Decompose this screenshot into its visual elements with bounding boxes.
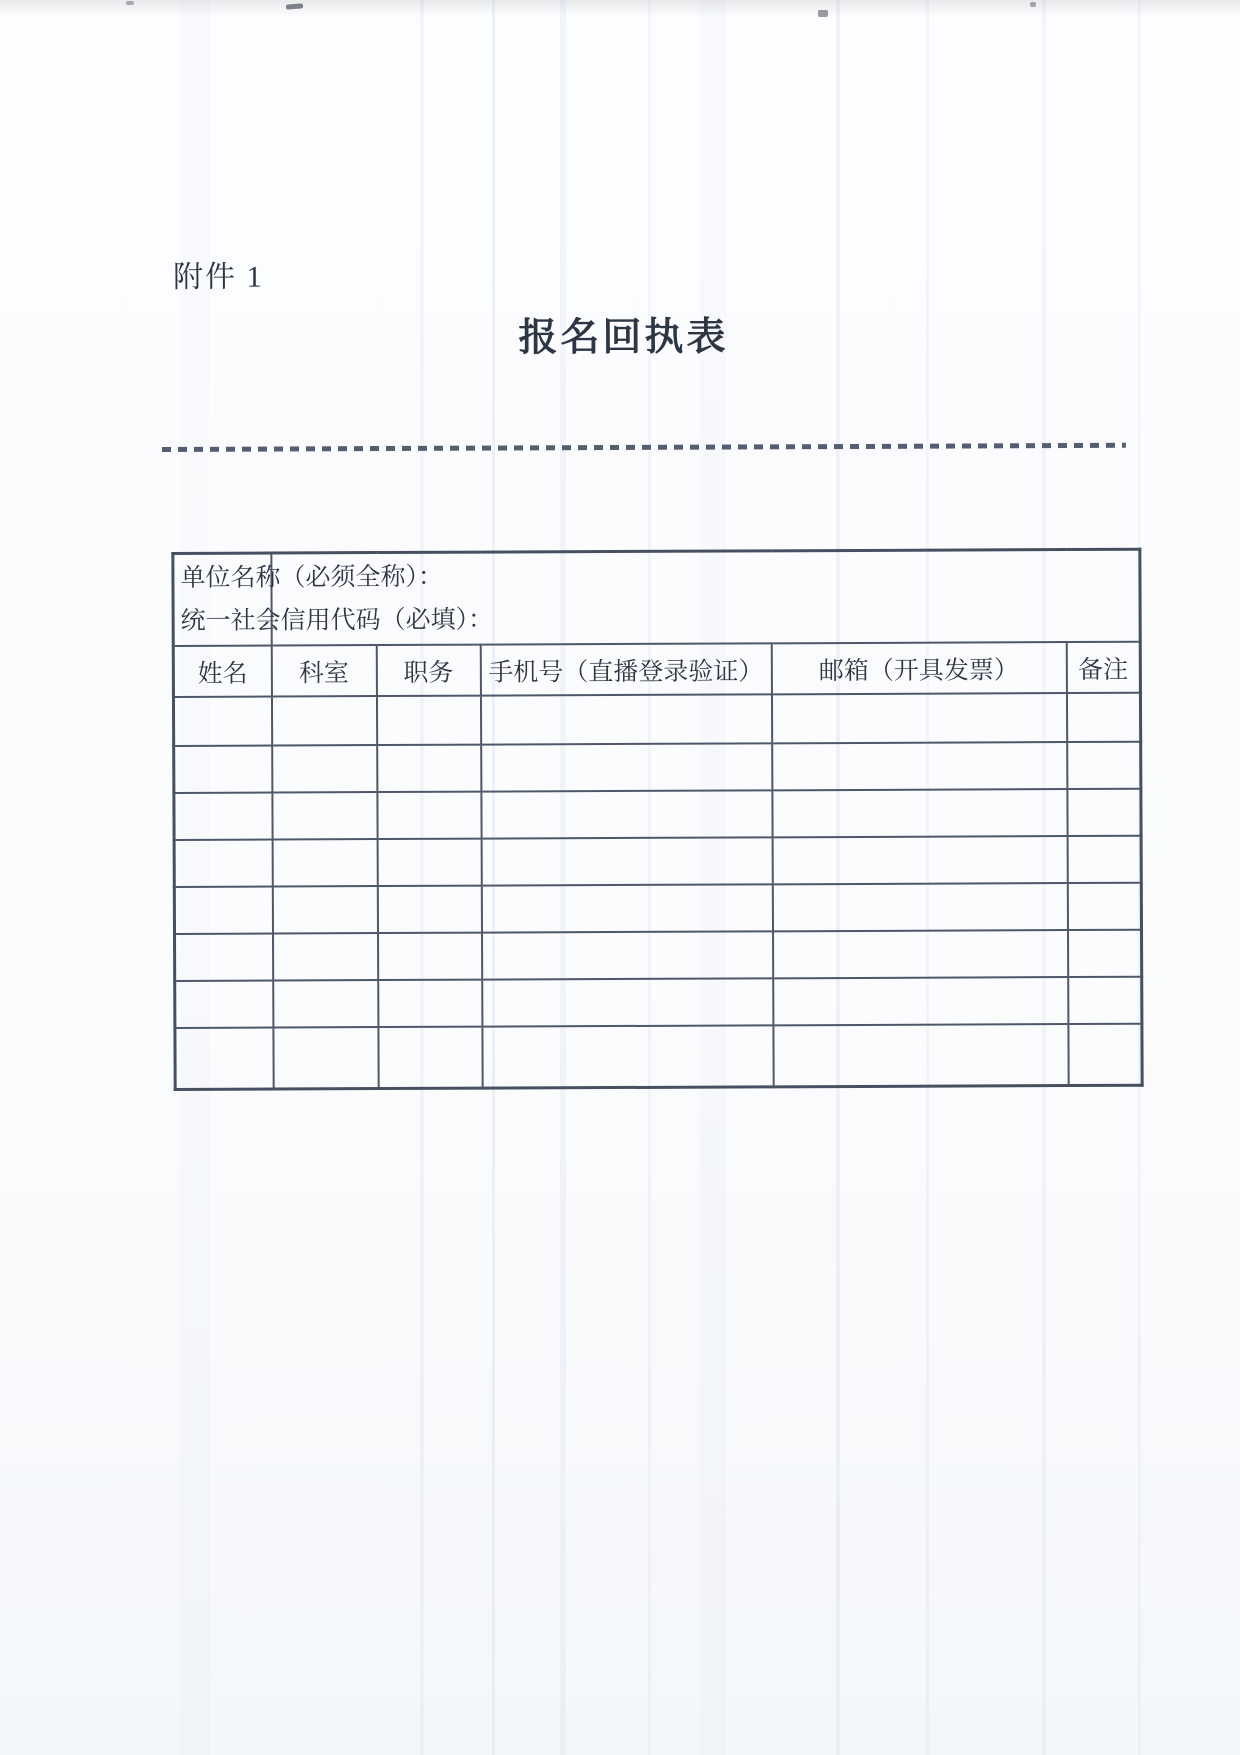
empty-cell: [174, 840, 272, 887]
empty-cell: [174, 746, 272, 793]
col-header-email: 邮箱（开具发票）: [771, 642, 1066, 694]
empty-cell: [175, 981, 273, 1028]
empty-cell: [272, 886, 377, 933]
unit-info-row: [173, 549, 1140, 646]
empty-cell: [1066, 693, 1140, 742]
empty-cell: [772, 883, 1067, 931]
empty-table-row: [174, 836, 1141, 887]
empty-cell: [377, 886, 481, 933]
col-header-name: 姓名: [173, 646, 271, 697]
empty-table-row: [175, 930, 1142, 981]
empty-cell: [376, 696, 480, 745]
empty-cell: [1068, 1024, 1142, 1085]
empty-cell: [482, 978, 773, 1026]
empty-cell: [1068, 977, 1142, 1024]
empty-cell: [378, 933, 482, 980]
empty-cell: [378, 980, 482, 1027]
empty-cell: [272, 839, 377, 886]
empty-cell: [771, 693, 1066, 743]
empty-cell: [482, 1025, 773, 1087]
empty-cell: [272, 745, 377, 792]
empty-cell: [481, 743, 772, 791]
col-header-remarks: 备注: [1066, 642, 1140, 693]
empty-cell: [271, 696, 376, 745]
empty-cell: [482, 931, 773, 979]
empty-cell: [773, 1024, 1068, 1086]
attachment-label: 附件 1: [173, 260, 264, 294]
empty-cell: [273, 980, 378, 1027]
empty-cell: [480, 694, 771, 744]
col-header-department: 科室: [271, 645, 376, 696]
empty-table-row: [173, 693, 1140, 746]
table-body: [173, 549, 1142, 1089]
empty-cell: [175, 934, 273, 981]
empty-cell: [273, 933, 378, 980]
empty-cell: [1067, 789, 1141, 836]
unit-name-label: 单位名称（必须全称）：: [180, 563, 444, 592]
empty-table-row: [175, 1024, 1142, 1089]
empty-table-row: [174, 742, 1141, 793]
empty-cell: [173, 697, 271, 746]
empty-cell: [175, 1028, 273, 1089]
empty-cell: [481, 884, 772, 932]
empty-cell: [772, 742, 1067, 790]
empty-cell: [273, 1027, 378, 1088]
empty-cell: [1067, 836, 1141, 883]
empty-table-row: [175, 977, 1142, 1028]
empty-cell: [1067, 883, 1141, 930]
empty-cell: [773, 930, 1068, 978]
empty-cell: [377, 839, 481, 886]
empty-cell: [377, 745, 481, 792]
registration-table: [171, 548, 1143, 1091]
empty-cell: [1067, 742, 1141, 789]
empty-cell: [174, 793, 272, 840]
empty-cell: [481, 837, 772, 885]
dashed-separator: [162, 443, 1126, 452]
table-header-row: [173, 642, 1140, 697]
empty-cell: [481, 790, 772, 838]
empty-cell: [772, 836, 1067, 884]
credit-code-label: 统一社会信用代码（必填）：: [180, 606, 494, 635]
col-header-mobile: 手机号（直播登录验证）: [480, 643, 771, 695]
empty-table-row: [174, 789, 1141, 840]
empty-cell: [377, 792, 481, 839]
unit-info-cell: [173, 553, 494, 646]
col-header-position: 职务: [376, 645, 480, 696]
empty-cell: [174, 887, 272, 934]
page-title: 报名回执表: [518, 315, 729, 360]
empty-table-row: [174, 883, 1141, 934]
empty-cell: [773, 977, 1068, 1025]
empty-cell: [272, 792, 377, 839]
empty-cell: [772, 789, 1067, 837]
empty-cell: [378, 1027, 482, 1088]
empty-cell: [1067, 930, 1141, 977]
